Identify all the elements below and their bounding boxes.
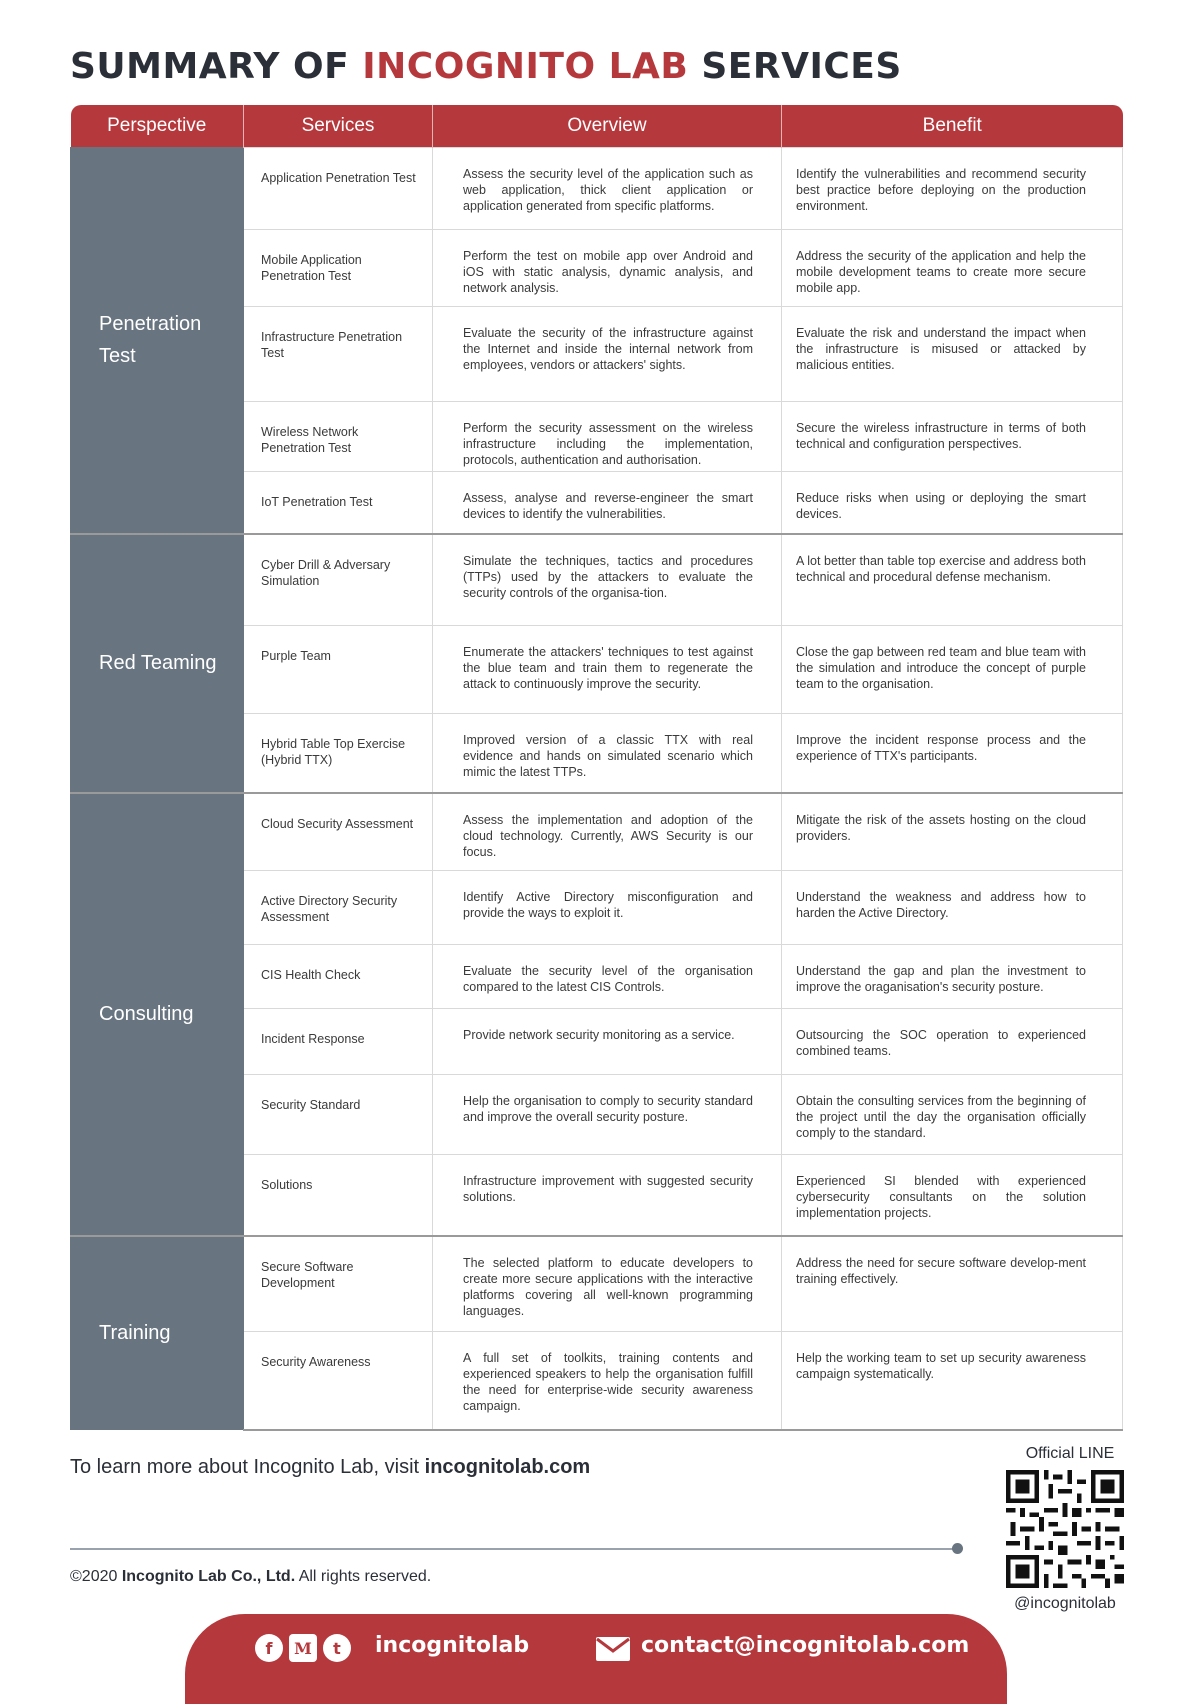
overview-cell: Provide network security monitoring as a service. (433, 1009, 782, 1075)
benefit-cell: Help the working team to set up security awareness campaign systematically. (782, 1332, 1123, 1430)
benefit-cell: Outsourcing the SOC operation to experienced combined teams. (782, 1009, 1123, 1075)
benefit-cell: Mitigate the risk of the assets hosting on the cloud providers. (782, 793, 1123, 871)
service-cell: Active Directory Security Assessment (244, 871, 433, 945)
page-title (70, 46, 902, 87)
copyright-suffix: All rights reserved. (295, 1568, 432, 1585)
benefit-cell: Reduce risks when using or deploying the smart devices. (782, 472, 1123, 534)
perspective-training: Training (71, 1236, 244, 1430)
overview-cell: The selected platform to educate developers to create more secure applications with the interactive platforms covering all well-known programming languages. (433, 1236, 782, 1332)
benefit-cell: Evaluate the risk and understand the impact when the infrastructure is misused or attacked by malicious entities. (782, 307, 1123, 402)
perspective-penetration-test: Penetration Test (71, 148, 244, 534)
copyright-prefix: ©2020 (70, 1568, 122, 1585)
benefit-cell: Understand the weakness and address how to harden the Active Directory. (782, 871, 1123, 945)
service-cell: Security Standard (244, 1075, 433, 1155)
divider-dot (952, 1543, 963, 1554)
header-perspective: Perspective (71, 105, 244, 148)
service-cell: Security Awareness (244, 1332, 433, 1430)
divider-line (70, 1548, 956, 1550)
contact-footer (185, 1614, 1007, 1704)
twitter-icon[interactable]: t (323, 1634, 351, 1662)
service-cell: Incident Response (244, 1009, 433, 1075)
service-cell: Cloud Security Assessment (244, 793, 433, 871)
table-header-row (71, 105, 1123, 148)
service-cell: CIS Health Check (244, 945, 433, 1009)
overview-cell: Evaluate the security level of the organisation compared to the latest CIS Controls. (433, 945, 782, 1009)
header-services: Services (244, 105, 433, 148)
service-cell: Wireless Network Penetration Test (244, 402, 433, 472)
table-row (71, 148, 1123, 230)
qr-code-icon[interactable] (1006, 1470, 1124, 1588)
learn-more-text (70, 1456, 590, 1479)
header-benefit: Benefit (782, 105, 1123, 148)
medium-icon[interactable]: M (289, 1634, 317, 1662)
header-overview: Overview (433, 105, 782, 148)
benefit-cell: Understand the gap and plan the investment to improve the oraganisation's security posture. (782, 945, 1123, 1009)
services-table (70, 105, 1123, 1431)
overview-cell: Simulate the techniques, tactics and procedures (TTPs) used by the attackers to evaluate the security controls of the organisa-tion. (433, 534, 782, 626)
social-icons (255, 1634, 351, 1662)
service-cell: Hybrid Table Top Exercise (Hybrid TTX) (244, 714, 433, 793)
service-cell: Mobile Application Penetration Test (244, 230, 433, 307)
qr-label: Official LINE (1025, 1445, 1115, 1462)
learn-more-prefix: To learn more about Incognito Lab, visit (70, 1456, 425, 1478)
benefit-cell: Improve the incident response process and the experience of TTX's participants. (782, 714, 1123, 793)
overview-cell: Perform the test on mobile app over Android and iOS with static analysis, dynamic analysis, and network analysis. (433, 230, 782, 307)
contact-email[interactable]: contact@incognitolab.com (641, 1633, 970, 1658)
overview-cell: Assess, analyse and reverse-engineer the smart devices to identify the vulnerabilities. (433, 472, 782, 534)
benefit-cell: Identify the vulnerabilities and recommend security best practice before deploying on the production environment. (782, 148, 1123, 230)
benefit-cell: Address the security of the application and help the mobile development teams to create more secure mobile app. (782, 230, 1123, 307)
overview-cell: A full set of toolkits, training contents and experienced speakers to help the organisation fulfill the need for enterprise-wide security awareness campaign. (433, 1332, 782, 1430)
perspective-red-teaming: Red Teaming (71, 534, 244, 793)
service-cell: Infrastructure Penetration Test (244, 307, 433, 402)
service-cell: IoT Penetration Test (244, 472, 433, 534)
overview-cell: Evaluate the security of the infrastructure against the Internet and inside the internal network from employees, vendors or attackers' sights. (433, 307, 782, 402)
overview-cell: Perform the security assessment on the wireless infrastructure including the implementation, protocols, authentication and authorisation. (433, 402, 782, 472)
title-accent: INCOGNITO LAB (362, 46, 689, 87)
service-cell: Cyber Drill & Adversary Simulation (244, 534, 433, 626)
facebook-icon[interactable]: f (255, 1634, 283, 1662)
overview-cell: Assess the implementation and adoption of the cloud technology. Currently, AWS Security is our focus. (433, 793, 782, 871)
table-row (71, 534, 1123, 626)
title-part-1: SUMMARY OF (70, 46, 363, 87)
benefit-cell: Experienced SI blended with experienced cybersecurity consultants on the solution implementation projects. (782, 1155, 1123, 1236)
mail-icon (595, 1636, 631, 1662)
overview-cell: Enumerate the attackers' techniques to test against the blue team and train them to regenerate the attack to continuously improve the security. (433, 626, 782, 714)
table-row (71, 793, 1123, 871)
perspective-consulting: Consulting (71, 793, 244, 1236)
line-handle: @incognitolab (1014, 1595, 1116, 1612)
copyright (70, 1568, 431, 1586)
overview-cell: Help the organisation to comply to security standard and improve the overall security posture. (433, 1075, 782, 1155)
website-link[interactable]: incognitolab.com (424, 1456, 591, 1478)
benefit-cell: Secure the wireless infrastructure in terms of both technical and configuration perspectives. (782, 402, 1123, 472)
benefit-cell: Close the gap between red team and blue team with the simulation and introduce the concept of purple team to the organisation. (782, 626, 1123, 714)
title-part-2: SERVICES (688, 46, 902, 87)
overview-cell: Infrastructure improvement with suggested security solutions. (433, 1155, 782, 1236)
social-handle[interactable]: incognitolab (375, 1633, 530, 1658)
overview-cell: Assess the security level of the application such as web application, thick client application or application generated from specific platforms. (433, 148, 782, 230)
overview-cell: Improved version of a classic TTX with real evidence and hands on simulated scenario which mimic the latest TTPs. (433, 714, 782, 793)
service-cell: Solutions (244, 1155, 433, 1236)
overview-cell: Identify Active Directory misconfiguration and provide the ways to exploit it. (433, 871, 782, 945)
benefit-cell: Obtain the consulting services from the beginning of the project until the day the organisation officially comply to the standard. (782, 1075, 1123, 1155)
service-cell: Application Penetration Test (244, 148, 433, 230)
benefit-cell: A lot better than table top exercise and address both technical and procedural defense mechanism. (782, 534, 1123, 626)
service-cell: Secure Software Development (244, 1236, 433, 1332)
benefit-cell: Address the need for secure software develop-ment training effectively. (782, 1236, 1123, 1332)
service-cell: Purple Team (244, 626, 433, 714)
table-row (71, 1236, 1123, 1332)
company-name: Incognito Lab Co., Ltd. (121, 1568, 296, 1585)
